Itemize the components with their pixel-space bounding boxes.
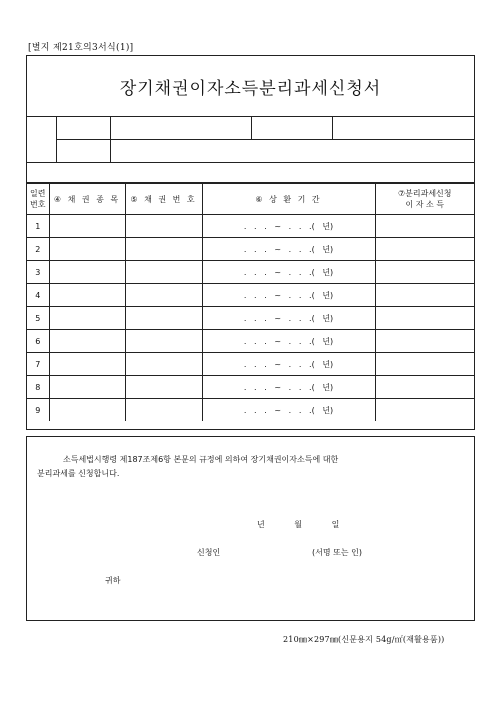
form-reference: [별지 제21호의3서식(1)] xyxy=(28,43,134,53)
interest-cell[interactable] xyxy=(375,261,474,284)
period-text: . . . ~ . . .( 년) xyxy=(243,359,334,369)
header-serial-line2: 번호 xyxy=(30,200,46,209)
period-cell[interactable] xyxy=(202,261,375,284)
table-row xyxy=(27,353,474,376)
bond-type-cell[interactable] xyxy=(49,215,125,238)
signature-note[interactable]: (서명 또는 인) xyxy=(312,548,362,557)
bond-type-cell[interactable] xyxy=(49,399,125,422)
table-row xyxy=(27,376,474,399)
table-row xyxy=(27,307,474,330)
row-number: 4 xyxy=(27,284,49,307)
period-cell[interactable] xyxy=(202,284,375,307)
period-text: . . . ~ . . .( 년) xyxy=(243,221,334,231)
bond-number-cell[interactable] xyxy=(125,284,202,307)
declaration-text-line2: 분리과세를 신청합니다. xyxy=(37,469,120,478)
header-serial-line1: 일련 xyxy=(30,189,46,198)
paper-spec-footer: 210㎜×297㎜(신문용지 54g/㎡(재활용품)) xyxy=(283,635,445,644)
bond-type-cell[interactable] xyxy=(49,261,125,284)
date-day-label: 일 xyxy=(331,520,341,529)
declaration-text-line1: 소득세법시행령 제187조제6항 본문의 규정에 의하여 장기채권이자소득에 대한 xyxy=(63,455,339,464)
row-number: 5 xyxy=(27,307,49,330)
header-interest-line1: ⑦분리과세신청 xyxy=(397,189,452,198)
interest-cell[interactable] xyxy=(375,307,474,330)
bond-type-cell[interactable] xyxy=(49,238,125,261)
header-serial xyxy=(27,184,49,215)
period-cell[interactable] xyxy=(202,353,375,376)
date-year-label: 년 xyxy=(257,520,266,529)
header-bond-number: ⑤ 채 권 번 호 xyxy=(125,184,202,215)
bond-type-cell[interactable] xyxy=(49,376,125,399)
header-interest-line2: 이 자 소 득 xyxy=(405,200,445,209)
header-bond-type: ④ 채 권 종 목 xyxy=(49,184,125,215)
interest-cell[interactable] xyxy=(375,353,474,376)
period-cell[interactable] xyxy=(202,376,375,399)
applicant-field-1-value[interactable] xyxy=(111,117,252,140)
applicant-field-2-label[interactable] xyxy=(252,117,333,140)
applicant-field-1-label[interactable] xyxy=(57,117,111,140)
period-text: . . . ~ . . .( 년) xyxy=(243,336,334,346)
period-text: . . . ~ . . .( 년) xyxy=(243,244,334,254)
row-number: 3 xyxy=(27,261,49,284)
row-number: 2 xyxy=(27,238,49,261)
table-row xyxy=(27,261,474,284)
period-cell[interactable] xyxy=(202,399,375,422)
period-cell[interactable] xyxy=(202,215,375,238)
row-number: 6 xyxy=(27,330,49,353)
period-text: . . . ~ . . .( 년) xyxy=(243,313,334,323)
applicant-signature-label: 신청인 xyxy=(197,548,221,557)
bond-type-cell[interactable] xyxy=(49,284,125,307)
period-text: . . . ~ . . .( 년) xyxy=(243,382,334,392)
period-text: . . . ~ . . .( 년) xyxy=(243,290,334,300)
table-row xyxy=(27,284,474,307)
bond-type-cell[interactable] xyxy=(49,330,125,353)
bond-number-cell[interactable] xyxy=(125,261,202,284)
period-cell[interactable] xyxy=(202,330,375,353)
interest-cell[interactable] xyxy=(375,238,474,261)
row-number: 1 xyxy=(27,215,49,238)
row-number: 7 xyxy=(27,353,49,376)
addressee-label: 귀하 xyxy=(105,576,121,585)
interest-cell[interactable] xyxy=(375,376,474,399)
period-text: . . . ~ . . .( 년) xyxy=(243,267,334,277)
bond-number-cell[interactable] xyxy=(125,376,202,399)
bond-number-cell[interactable] xyxy=(125,353,202,376)
applicant-field-3-label[interactable] xyxy=(57,140,111,163)
table-row xyxy=(27,238,474,261)
applicant-label-cell xyxy=(27,117,57,163)
header-interest-income xyxy=(375,184,474,215)
applicant-field-3-value[interactable] xyxy=(111,140,474,163)
table-header-row xyxy=(27,184,474,215)
table-row xyxy=(27,215,474,238)
interest-cell[interactable] xyxy=(375,399,474,422)
period-text: . . . ~ . . .( 년) xyxy=(243,405,334,415)
applicant-field-2-value[interactable] xyxy=(333,117,474,140)
interest-cell[interactable] xyxy=(375,284,474,307)
header-repayment-period: ⑥ 상 환 기 간 xyxy=(202,184,375,215)
interest-cell[interactable] xyxy=(375,330,474,353)
application-form xyxy=(26,55,475,430)
row-number: 9 xyxy=(27,399,49,422)
applicant-info-section xyxy=(27,117,474,163)
table-row xyxy=(27,330,474,353)
declaration-section xyxy=(26,436,475,621)
form-title: 장기채권이자소득분리과세신청서 xyxy=(27,56,474,117)
bond-number-cell[interactable] xyxy=(125,238,202,261)
interest-cell[interactable] xyxy=(375,215,474,238)
blank-row xyxy=(27,163,474,183)
date-month-label: 월 xyxy=(294,520,304,529)
bond-number-cell[interactable] xyxy=(125,399,202,422)
bond-items-table xyxy=(27,183,474,421)
period-cell[interactable] xyxy=(202,238,375,261)
row-number: 8 xyxy=(27,376,49,399)
bond-number-cell[interactable] xyxy=(125,215,202,238)
bond-type-cell[interactable] xyxy=(49,307,125,330)
table-row xyxy=(27,399,474,422)
bond-number-cell[interactable] xyxy=(125,330,202,353)
bond-type-cell[interactable] xyxy=(49,353,125,376)
period-cell[interactable] xyxy=(202,307,375,330)
bond-number-cell[interactable] xyxy=(125,307,202,330)
date-line[interactable] xyxy=(257,519,365,530)
